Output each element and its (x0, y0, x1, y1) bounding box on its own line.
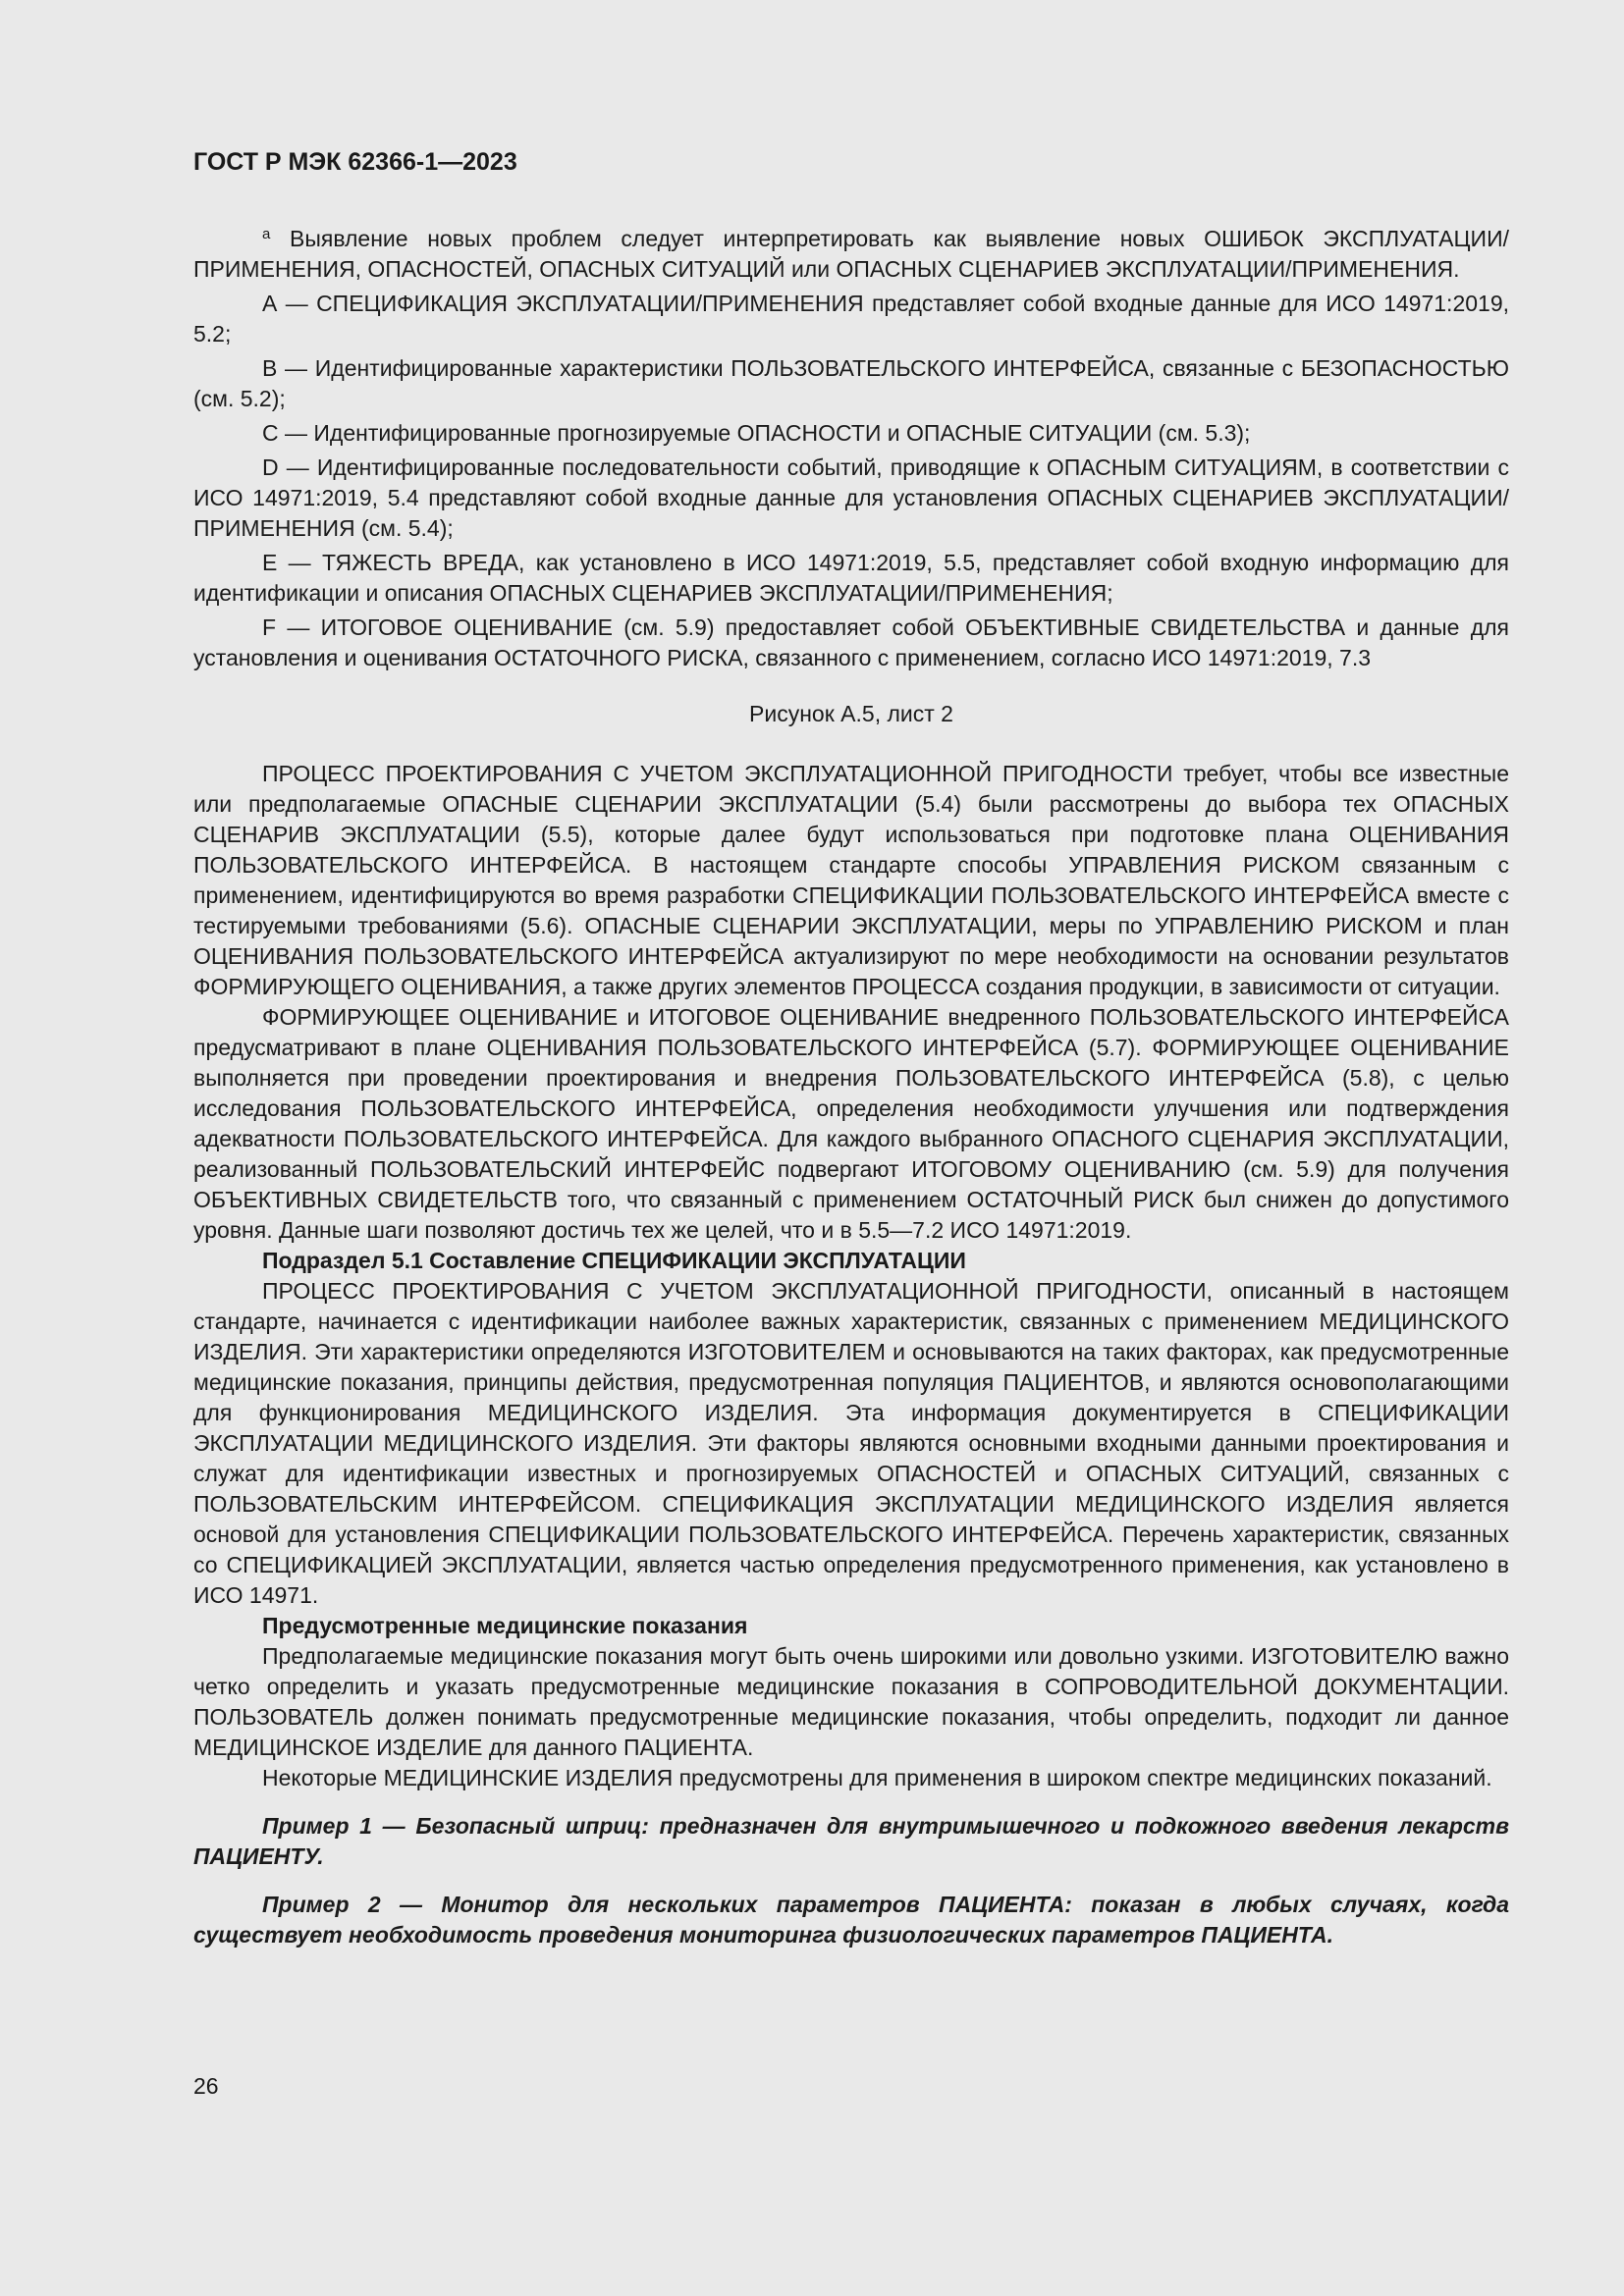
example-2: Пример 2 — Монитор для нескольких параметров ПАЦИЕНТА: показан в любых случаях, когда существует необходимость проведения мониторинга физиологических параметров ПАЦИЕНТА. (193, 1892, 1509, 1948)
legend-item-e: Е — ТЯЖЕСТЬ ВРЕДА, как установлено в ИСО 14971:2019, 5.5, представляет собой входную информацию для идентификации и описания ОПАСНЫХ СЦЕНАРИЕВ ЭКСПЛУАТАЦИИ/ПРИМЕНЕНИЯ; (193, 550, 1509, 606)
footnote-text: Выявление новых проблем следует интерпретировать как выявление новых ОШИБОК ЭКСПЛУАТАЦИИ/ПРИМЕНЕНИЯ, ОПАСНОСТЕЙ, ОПАСНЫХ СИТУАЦИЙ или ОПАСНЫХ СЦЕНАРИЕВ ЭКСПЛУАТАЦИИ/ПРИМЕНЕНИЯ. (193, 226, 1509, 282)
body-paragraph-1: ПРОЦЕСС ПРОЕКТИРОВАНИЯ С УЧЕТОМ ЭКСПЛУАТАЦИОННОЙ ПРИГОДНОСТИ требует, чтобы все известные или предполагаемые ОПАСНЫЕ СЦЕНАРИИ ЭКСПЛУАТАЦИИ (5.4) были рассмотрены до выбора тех ОПАСНЫХ СЦЕНАРИВ ЭКСПЛУАТАЦИИ (5.5), которые далее будут использоваться при подготовке плана ОЦЕНИВАНИЯ ПОЛЬЗОВАТЕЛЬСКОГО ИНТЕРФЕЙСА. В настоящем стандарте способы УПРАВЛЕНИЯ РИСКОМ связанным с применением, идентифицируются во время разработки СПЕЦИФИКАЦИИ ПОЛЬЗОВАТЕЛЬСКОГО ИНТЕРФЕЙСА вместе с тестируемыми требованиями (5.6). ОПАСНЫЕ СЦЕНАРИИ ЭКСПЛУАТАЦИИ, меры по УПРАВЛЕНИЮ РИСКОМ и план ОЦЕНИВАНИЯ ПОЛЬЗОВАТЕЛЬСКОГО ИНТЕРФЕЙСА актуализируют по мере необходимости на основании результатов ФОРМИРУЮЩЕГО ОЦЕНИВАНИЯ, а также других элементов ПРОЦЕССА создания продукции, в зависимости от ситуации. (193, 761, 1509, 999)
footnote-marker: a (262, 226, 271, 242)
body-paragraph-4: Предполагаемые медицинские показания могут быть очень широкими или довольно узкими. ИЗГОТОВИТЕЛЮ важно четко определить и указать предусмотренные медицинские показания в СОПРОВОДИТЕЛЬНОЙ ДОКУМЕНТАЦИИ. ПОЛЬЗОВАТЕЛЬ должен понимать предусмотренные медицинские показания, чтобы определить, подходит ли данное МЕДИЦИНСКОЕ ИЗДЕЛИЕ для данного ПАЦИЕНТА. (193, 1643, 1509, 1760)
legend-item-b: В — Идентифицированные характеристики ПОЛЬЗОВАТЕЛЬСКОГО ИНТЕРФЕЙСА, связанные с БЕЗОПАСНОСТЬЮ (см. 5.2); (193, 355, 1509, 411)
document-header: ГОСТ Р МЭК 62366-1—2023 (193, 148, 517, 176)
legend-item-d: D — Идентифицированные последовательности событий, приводящие к ОПАСНЫМ СИТУАЦИЯМ, в соответствии с ИСО 14971:2019, 5.4 представляют собой входные данные для установления ОПАСНЫХ СЦЕНАРИЕВ ЭКСПЛУАТАЦИИ/ПРИМЕНЕНИЯ (см. 5.4); (193, 454, 1509, 541)
page-number: 26 (193, 2073, 219, 2099)
body-paragraph-2: ФОРМИРУЮЩЕЕ ОЦЕНИВАНИЕ и ИТОГОВОЕ ОЦЕНИВАНИЕ внедренного ПОЛЬЗОВАТЕЛЬСКОГО ИНТЕРФЕЙСА предусматривают в плане ОЦЕНИВАНИЯ ПОЛЬЗОВАТЕЛЬСКОГО ИНТЕРФЕЙСА (5.7). ФОРМИРУЮЩЕЕ ОЦЕНИВАНИЕ выполняется при проведении проектирования и внедрения ПОЛЬЗОВАТЕЛЬСКОГО ИНТЕРФЕЙСА (5.8), с целью исследования ПОЛЬЗОВАТЕЛЬСКОГО ИНТЕРФЕЙСА, определения необходимости улучшения или подтверждения адекватности ПОЛЬЗОВАТЕЛЬСКОГО ИНТЕРФЕЙСА. Для каждого выбранного ОПАСНОГО СЦЕНАРИЯ ЭКСПЛУАТАЦИИ, реализованный ПОЛЬЗОВАТЕЛЬСКИЙ ИНТЕРФЕЙС подвергают ИТОГОВОМУ ОЦЕНИВАНИЮ (см. 5.9) для получения ОБЪЕКТИВНЫХ СВИДЕТЕЛЬСТВ того, что связанный с применением ОСТАТОЧНЫЙ РИСК был снижен до допустимого уровня. Данные шаги позволяют достичь тех же целей, что и в 5.5—7.2 ИСО 14971:2019. (193, 1004, 1509, 1243)
figure-footnote (193, 224, 1509, 285)
body-paragraph-5: Некоторые МЕДИЦИНСКИЕ ИЗДЕЛИЯ предусмотрены для применения в широком спектре медицинских показаний. (262, 1765, 1492, 1790)
section-subheading: Предусмотренные медицинские показания (262, 1613, 748, 1638)
legend-item-a: А — СПЕЦИФИКАЦИЯ ЭКСПЛУАТАЦИИ/ПРИМЕНЕНИЯ представляет собой входные данные для ИСО 14971:2019, 5.2; (193, 291, 1509, 347)
subsection-heading: Подраздел 5.1 Составление СПЕЦИФИКАЦИИ ЭКСПЛУАТАЦИИ (262, 1248, 966, 1273)
legend-item-f: F — ИТОГОВОЕ ОЦЕНИВАНИЕ (см. 5.9) предоставляет собой ОБЪЕКТИВНЫЕ СВИДЕТЕЛЬСТВА и данные для установления и оценивания ОСТАТОЧНОГО РИСКА, связанного с применением, согласно ИСО 14971:2019, 7.3 (193, 614, 1509, 670)
example-1: Пример 1 — Безопасный шприц: предназначен для внутримышечного и подкожного введения лекарств ПАЦИЕНТУ. (193, 1813, 1509, 1869)
page-content (193, 147, 1509, 1950)
legend-item-c: С — Идентифицированные прогнозируемые ОПАСНОСТИ и ОПАСНЫЕ СИТУАЦИИ (см. 5.3); (262, 420, 1251, 446)
body-paragraph-3: ПРОЦЕСС ПРОЕКТИРОВАНИЯ С УЧЕТОМ ЭКСПЛУАТАЦИОННОЙ ПРИГОДНОСТИ, описанный в настоящем стандарте, начинается с идентификации наиболее важных характеристик, связанных с применением МЕДИЦИНСКОГО ИЗДЕЛИЯ. Эти характеристики определяются ИЗГОТОВИТЕЛЕМ и основываются на таких факторах, как предусмотренные медицинские показания, принципы действия, предусмотренная популяция ПАЦИЕНТОВ, и являются основополагающими для функционирования МЕДИЦИНСКОГО ИЗДЕЛИЯ. Эта информация документируется в СПЕЦИФИКАЦИИ ЭКСПЛУАТАЦИИ МЕДИЦИНСКОГО ИЗДЕЛИЯ. Эти факторы являются основными входными данными проектирования и служат для идентификации известных и прогнозируемых ОПАСНОСТЕЙ и ОПАСНЫХ СИТУАЦИЙ, связанных с ПОЛЬЗОВАТЕЛЬСКИМ ИНТЕРФЕЙСОМ. СПЕЦИФИКАЦИЯ ЭКСПЛУАТАЦИИ МЕДИЦИНСКОГО ИЗДЕЛИЯ является основой для установления СПЕЦИФИКАЦИИ ПОЛЬЗОВАТЕЛЬСКОГО ИНТЕРФЕЙСА. Перечень характеристик, связанных со СПЕЦИФИКАЦИЕЙ ЭКСПЛУАТАЦИИ, является частью определения предусмотренного применения, как установлено в ИСО 14971. (193, 1278, 1509, 1608)
figure-caption: Рисунок А.5, лист 2 (749, 701, 953, 726)
